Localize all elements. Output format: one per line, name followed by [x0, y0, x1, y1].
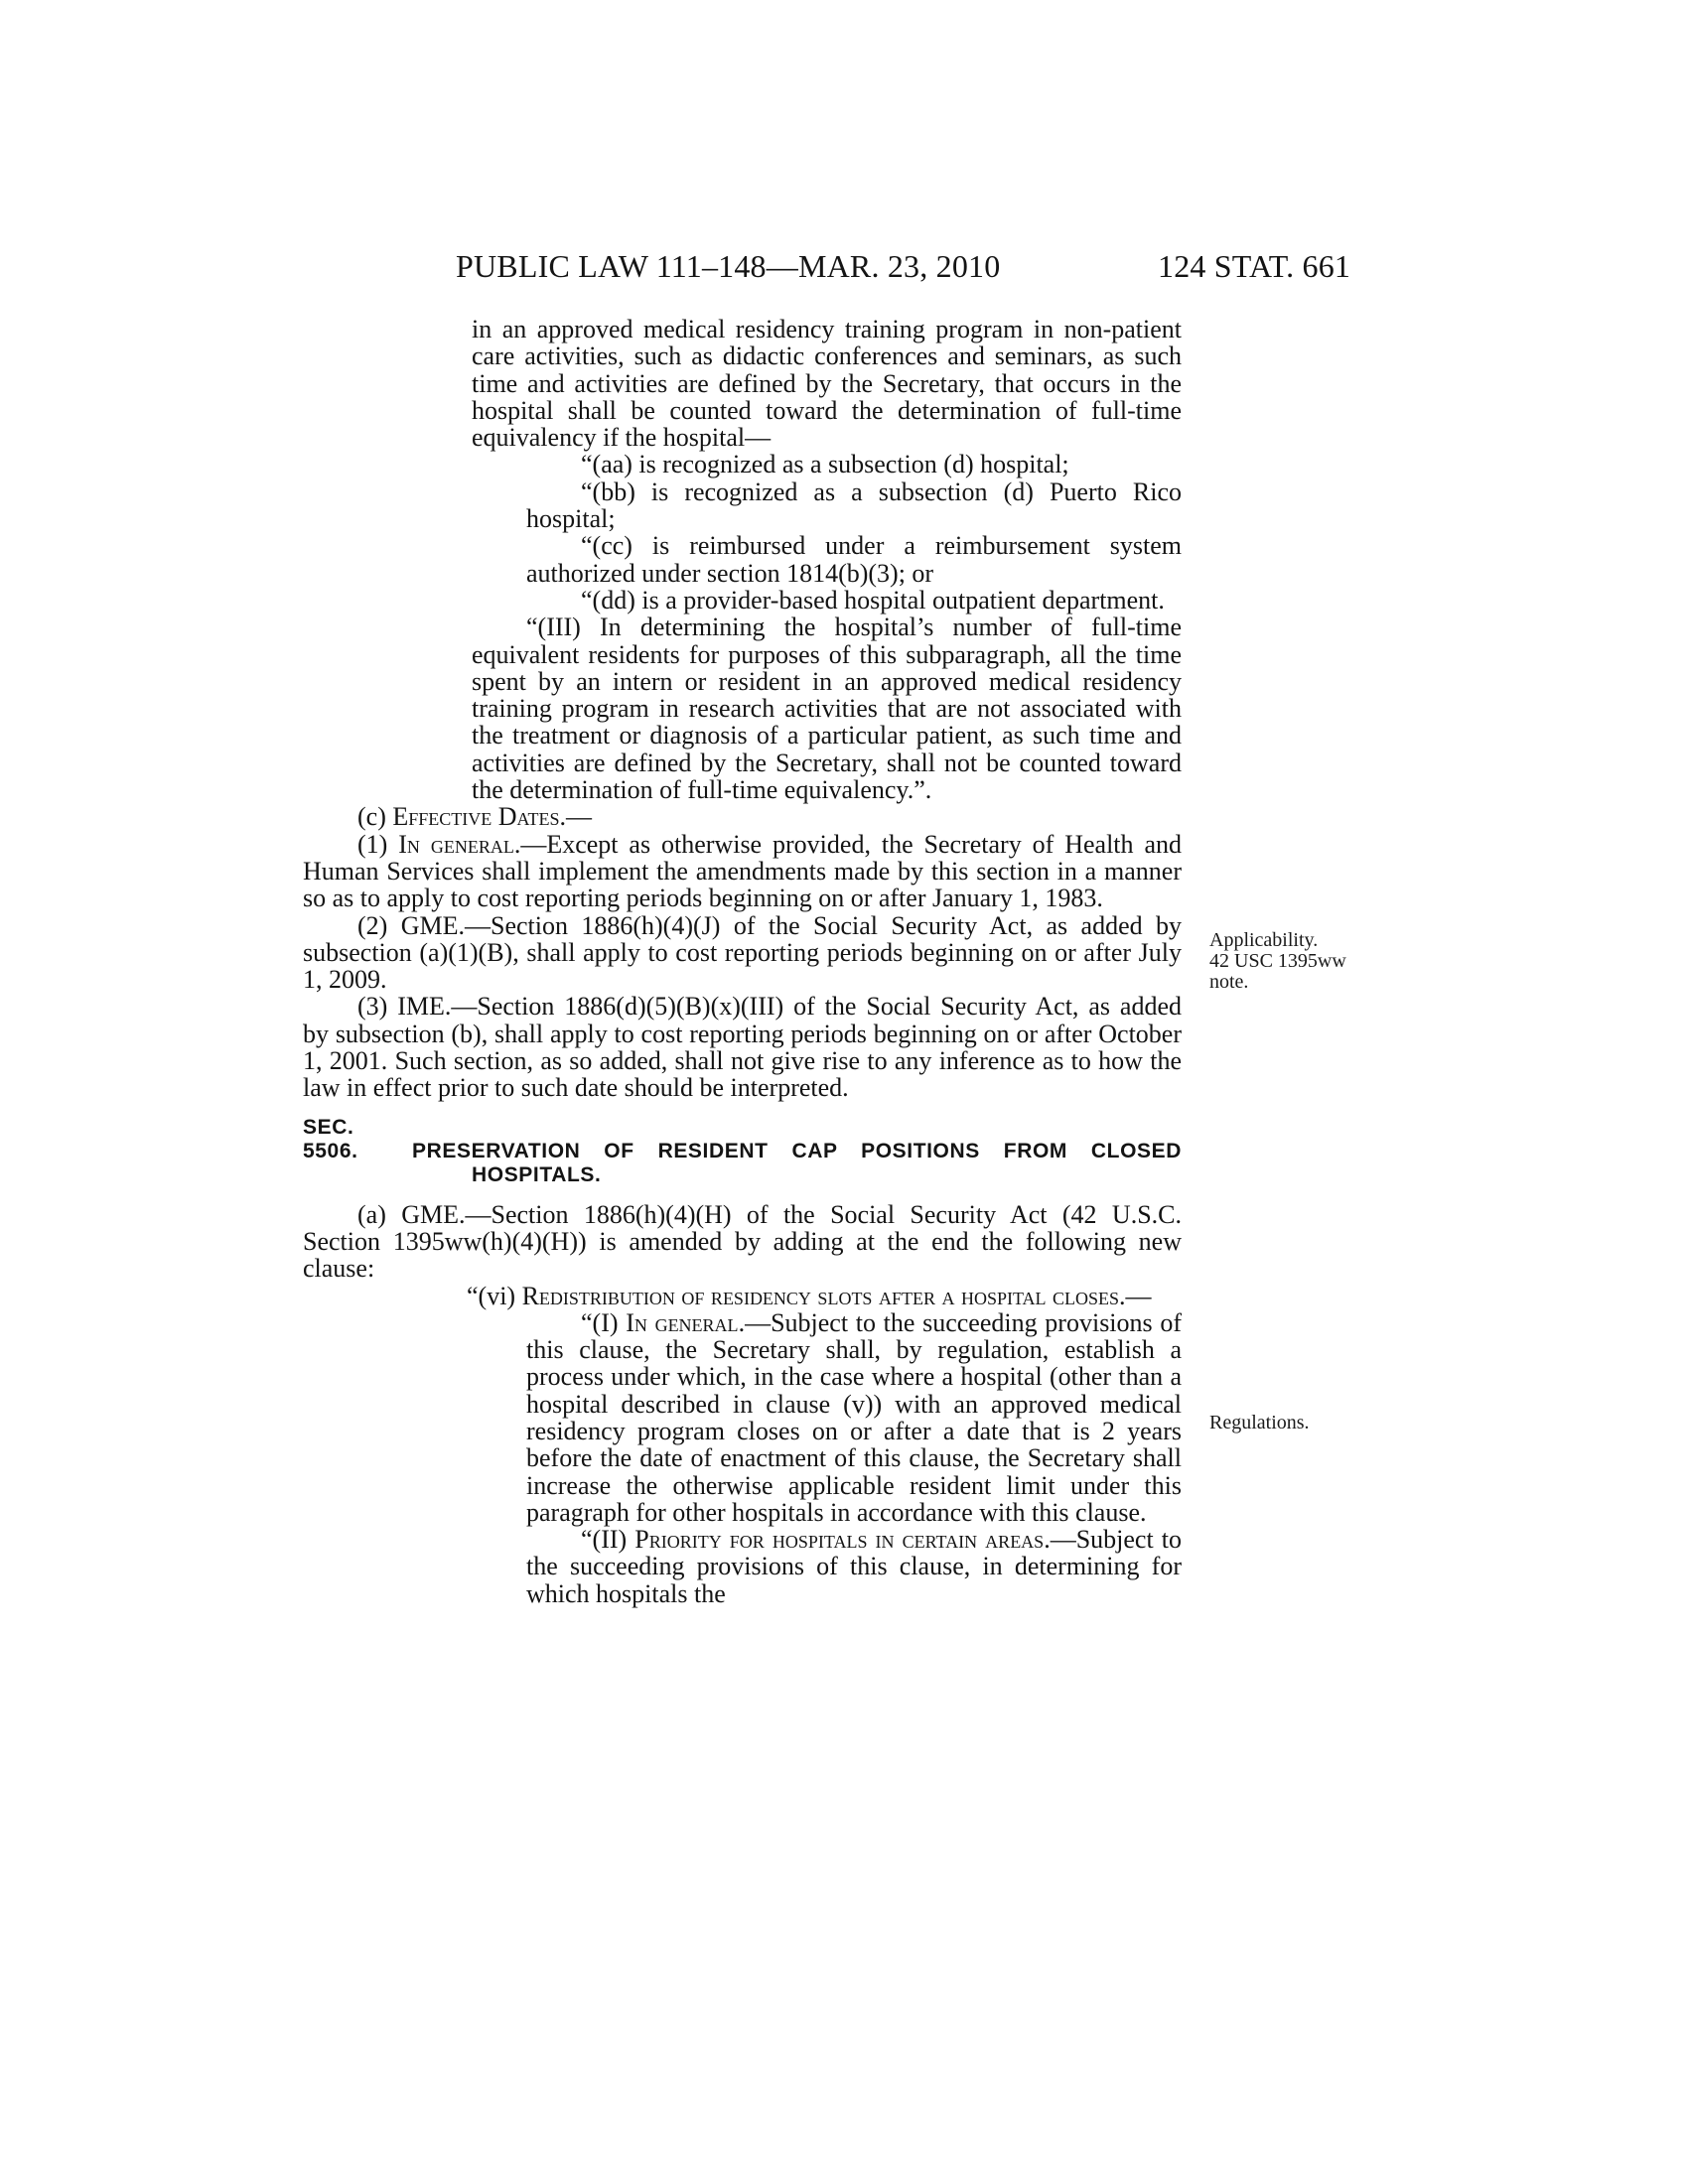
subclause-vi-I: [526, 1309, 1182, 1526]
prefix: “(I): [581, 1307, 627, 1337]
subclause-vi-II: [526, 1526, 1182, 1607]
prefix: (c): [357, 802, 393, 832]
paragraph-c3: (3) IME.—Section 1886(d)(5)(B)(x)(III) of the Social Security Act, as added by subsection (b), shall apply to cost reporting periods beginning on or after October 1, 2001. Such section, as so added, shall not give rise to any inference as to how the law in effect prior to such date should be interpreted.: [303, 992, 1182, 1103]
running-header-right: 124 STAT. 661: [1158, 248, 1351, 284]
heading-smallcaps: Effective Dates: [392, 802, 560, 832]
item-cc: “(cc) is reimbursed under a reimbursement system authorized under section 1814(b)(3); or: [526, 531, 1182, 588]
paragraph-text: .—Except as otherwise provided, the Secretary of Health and Human Services shall implement the amendments made by this section in a manner so as to apply to cost reporting periods beginning on or after January 1, 1983.: [303, 829, 1182, 913]
suffix: .—: [559, 802, 593, 832]
suffix: .—: [1119, 1281, 1152, 1310]
prefix: “(vi): [467, 1281, 522, 1310]
paragraph-text: .—Subject to the succeeding provisions of this clause, in determining for which hospitals the: [526, 1525, 1182, 1608]
margin-note-line: Applicability.: [1209, 929, 1319, 951]
item-dd: “(dd) is a provider-based hospital outpatient department.: [581, 585, 1165, 614]
subclause-iii: “(III) In determining the hospital’s number of full-time equivalent residents for purposes of this subparagraph, all the time spent by an intern or resident in an approved medical residency training program in research activities that are not associated with the treatment or diagnosis of a particular patient, as such time and activities are defined by the Secretary, shall not be counted toward the determination of full-time equivalency.”.: [472, 613, 1182, 805]
prefix: “(II): [581, 1525, 635, 1555]
paragraph-c2: (2) GME.—Section 1886(h)(4)(J) of the Social Security Act, as added by subsection (a)(1)(B), shall apply to cost reporting periods beginning on or after July 1, 2009.: [303, 910, 1182, 995]
prefix: (1): [357, 829, 399, 859]
statute-body: [303, 316, 1182, 1607]
paragraph-text: .—Subject to the succeeding provisions of this clause, the Secretary shall, by regulation, establish a process under which, in the case where a hospital (other than a hospital described in clause (v)) with an approved medical residency program closes on or after a date that is 2 years before the date of enactment of this clause, the Secretary shall increase the otherwise applicable resident limit under this paragraph for other hospitals in accordance with this clause.: [526, 1307, 1182, 1527]
item-aa: “(aa) is recognized as a subsection (d) hospital;: [581, 450, 1069, 479]
subsection-c-heading: [303, 803, 1182, 830]
heading-smallcaps: Redistribution of residency slots after a hospital closes: [521, 1281, 1120, 1310]
running-header-left: PUBLIC LAW 111–148—MAR. 23, 2010: [456, 248, 1001, 284]
continuation-paragraph: in an approved medical residency training program in non-patient care activities, such as didactic conferences and seminars, as such time and activities are defined by the Secretary, that occurs in the hospital shall be counted toward the determination of full-time equivalency if the hospital—: [472, 315, 1182, 453]
section-number: SEC. 5506.: [303, 1115, 358, 1162]
paragraph-c1: [303, 831, 1182, 912]
clause-vi-heading: [412, 1283, 1182, 1309]
heading-smallcaps: In general: [626, 1307, 739, 1337]
heading-smallcaps: Priority for hospitals in certain areas: [634, 1525, 1045, 1555]
margin-note-line: 42 USC 1395ww: [1209, 950, 1346, 972]
margin-note-applicability: [1209, 930, 1346, 993]
section-title: PRESERVATION OF RESIDENT CAP POSITIONS FROM CLOSED HOSPITALS.: [412, 1139, 1182, 1186]
subsection-a: (a) GME.—Section 1886(h)(4)(H) of the Social Security Act (42 U.S.C. Section 1395ww(h)(4)(H)) is amended by adding at the end the following new clause:: [303, 1199, 1182, 1284]
section-heading: [303, 1116, 1182, 1187]
margin-note-line: note.: [1209, 971, 1249, 993]
heading-smallcaps: In general: [398, 829, 514, 859]
item-bb: “(bb) is recognized as a subsection (d) Puerto Rico hospital;: [526, 477, 1182, 534]
margin-note-regulations: Regulations.: [1209, 1412, 1310, 1433]
